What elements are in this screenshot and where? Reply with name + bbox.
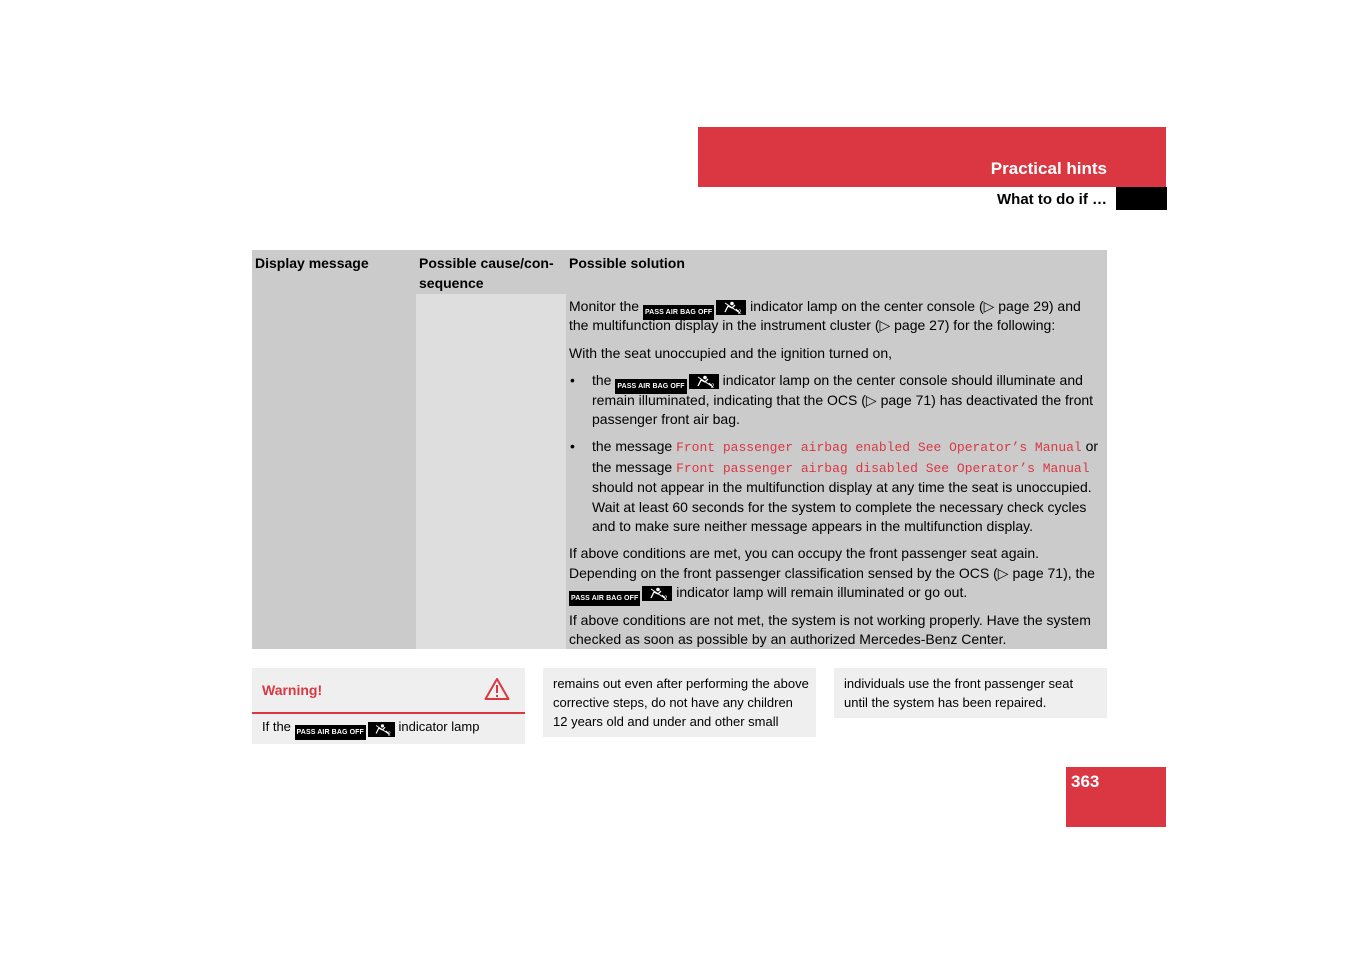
svg-text:2: 2: [387, 731, 391, 737]
warning-end-text: individuals use the front passenger seat until the system has been repaired.: [844, 676, 1074, 710]
solution-para-met: If above conditions are met, you can occupy the front passenger seat again. Depending on the front passenger classification sensed by the OCS (▷ page 71), the PASS AIR BAG OFF 2 indicator lamp will remain illuminated or go out.: [569, 544, 1101, 602]
warning-box: [252, 668, 525, 744]
col-header-display: Display message: [255, 255, 369, 271]
warning-end-box: [834, 668, 1107, 718]
svg-text:2: 2: [738, 310, 742, 315]
svg-text:2: 2: [710, 384, 715, 390]
warning-continued-text: remains out even after performing the above corrective steps, do not have any children 12 years old and under and other small: [553, 676, 809, 729]
seat-airbag-icon: [689, 374, 719, 389]
col-header-cause-line1: Possible cause/con-: [419, 255, 554, 271]
troubleshooting-table: [252, 250, 1107, 649]
seat-airbag-icon: [716, 300, 746, 315]
page-number: 363: [1071, 772, 1100, 791]
col-header-solution: Possible solution: [569, 255, 685, 271]
airbag-off-indicator-icon: PASS AIR BAG OFF 2: [615, 374, 718, 389]
table-header-row: [252, 250, 1107, 294]
subsection-title: What to do if …: [997, 191, 1107, 208]
list-item: • the PASS AIR BAG OFF 2 indicator lamp on the center console should illuminate and remain illuminated, indicating that the OCS (▷ page 71) has deactivated the front passenger front air bag.: [570, 372, 1094, 428]
warning-triangle-icon: [484, 677, 510, 706]
solution-para-monitor: Monitor the PASS AIR BAG OFF 2 indicator lamp on the center console (▷ page 29) and the multifunction display in the instrument cluster (▷ page 27) for the following:: [569, 298, 1081, 334]
cell-display-message: [252, 294, 416, 649]
warning-body: If the PASS AIR BAG OFF 2 indicator lamp: [262, 719, 479, 737]
warning-divider: [252, 712, 525, 714]
seat-airbag-icon: [642, 586, 672, 601]
cell-possible-cause: [416, 294, 566, 649]
display-message-disabled: Front passenger airbag disabled See Operator’s Manual: [676, 460, 1090, 476]
chapter-tab: [1116, 187, 1167, 210]
seat-airbag-icon: [368, 722, 395, 737]
display-message-enabled: Front passenger airbag enabled See Operator’s Manual: [676, 440, 1082, 456]
col-header-cause: [419, 253, 554, 293]
col-header-cause-line2: sequence: [419, 275, 484, 291]
cell-possible-solution: [566, 294, 1107, 649]
solution-para-not-met: If above conditions are not met, the system is not working properly. Have the system checked as soon as possible by an authorized Mercedes-Benz Center.: [569, 611, 1091, 648]
list-item: • the message Front passenger airbag enabled See Operator’s Manual or the message Front passenger airbag disabled See Operator’s Manual should not appear in the multifunction display at any time the seat is unoccupied. Wait at least 60 seconds for the system to complete the necessary check cycles and to make sure neither message appears in the multifunction display.: [570, 438, 1099, 535]
solution-para-conditions: With the seat unoccupied and the ignition turned on,: [569, 344, 892, 361]
section-title: Practical hints: [990, 159, 1107, 178]
airbag-off-indicator-icon: PASS AIR BAG OFF 2: [643, 300, 746, 315]
svg-text:2: 2: [664, 596, 668, 602]
page-number-box: [1066, 767, 1166, 827]
warning-continued-box: [543, 668, 816, 737]
warning-title: Warning!: [262, 682, 323, 698]
airbag-off-indicator-icon: PASS AIR BAG OFF 2: [569, 586, 672, 601]
airbag-off-indicator-icon: PASS AIR BAG OFF 2: [295, 722, 395, 737]
